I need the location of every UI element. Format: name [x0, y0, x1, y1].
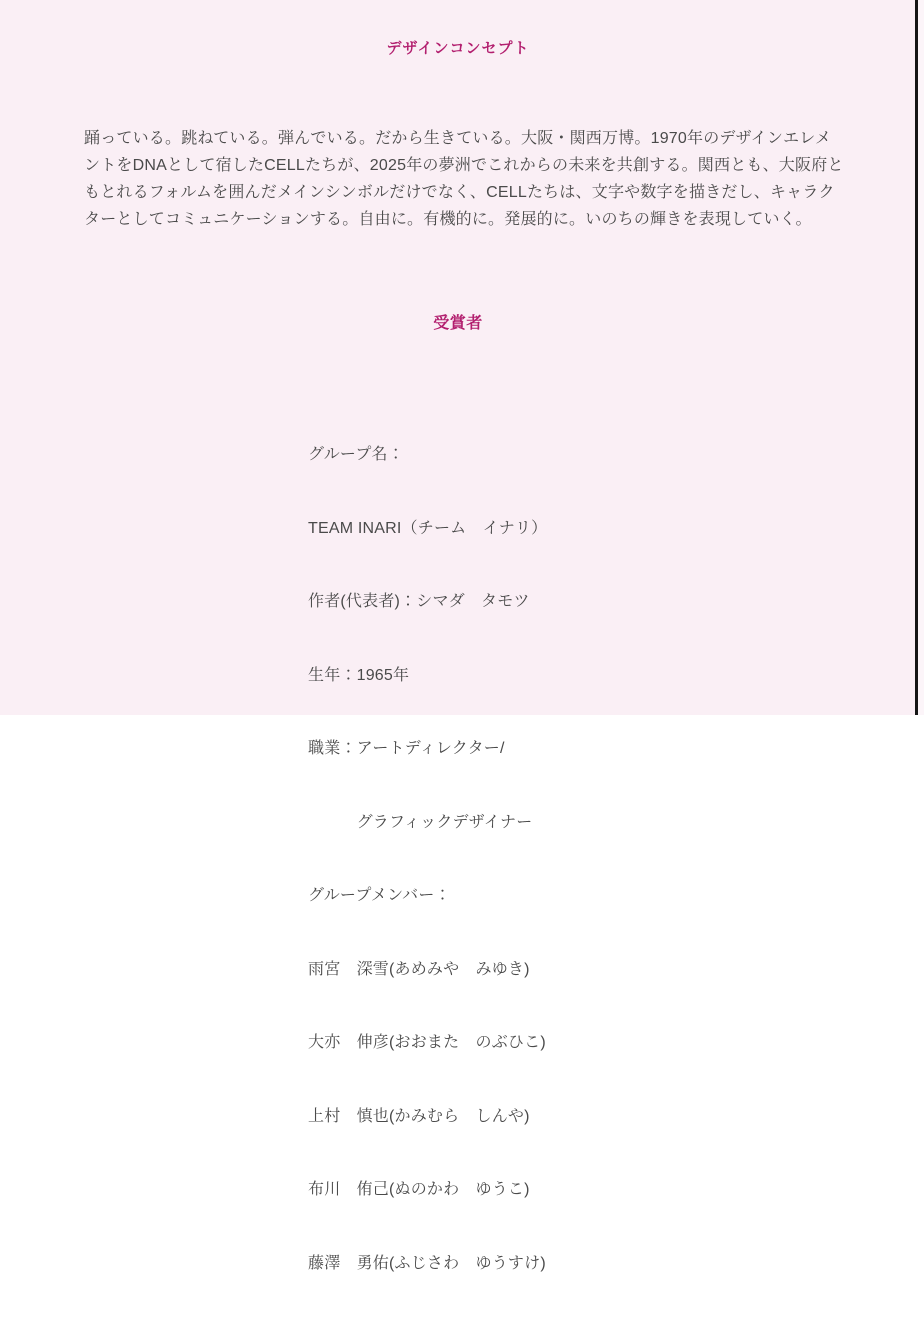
design-concept-paragraph — [84, 125, 884, 233]
recipient-line-occupation-cont: グラフィックデザイナー — [308, 813, 533, 831]
recipient-line-group-name-label: グループ名： — [308, 446, 404, 463]
recipient-line-member: 布川 侑己(ぬのかわ ゆうこ) — [308, 1181, 530, 1198]
concept-paragraph-line: もとれるフォルムを囲んだメインシンボルだけでなく、CELLたちは、文字や数字を描きだし、キャラク — [84, 184, 835, 201]
recipient-line-birth-year: 生年：1965年 — [308, 666, 410, 684]
window-right-strip — [918, 0, 924, 715]
award-winner-heading: 受賞者 — [433, 315, 483, 333]
concept-paragraph-line: ターとしてコミュニケーションする。自由に。有機的に。発展的に。いのちの輝きを表現していく。 — [84, 211, 812, 228]
recipient-line-members-label: グループメンバー： — [308, 887, 451, 904]
recipient-line-member: 雨宮 深雪(あめみや みゆき) — [308, 960, 530, 978]
recipient-line-member: 大亦 伸彦(おおまた のぶひこ) — [308, 1034, 546, 1051]
concept-paragraph-line: 踊っている。跳ねている。弾んでいる。だから生きている。大阪・関西万博。1970年のデザインエレメ — [84, 130, 832, 147]
recipient-line-author: 作者(代表者)：シマダ タモツ — [308, 593, 530, 610]
award-winner-details — [308, 394, 547, 1325]
design-concept-heading: デザインコンセプト — [386, 40, 530, 58]
recipient-line-member: 藤澤 勇佑(ふじさわ ゆうすけ) — [308, 1254, 546, 1272]
window-right-border — [915, 0, 918, 715]
recipient-line-group-name-value: TEAM INARI（チーム イナリ） — [308, 519, 548, 537]
concept-paragraph-line: ントをDNAとして宿したCELLたちが、2025年の夢洲でこれからの未来を共創する。関西とも、大阪府と — [84, 157, 844, 174]
recipient-line-member: 上村 慎也(かみむら しんや) — [308, 1107, 530, 1125]
recipient-line-occupation: 職業：アートディレクター/ — [308, 740, 505, 757]
